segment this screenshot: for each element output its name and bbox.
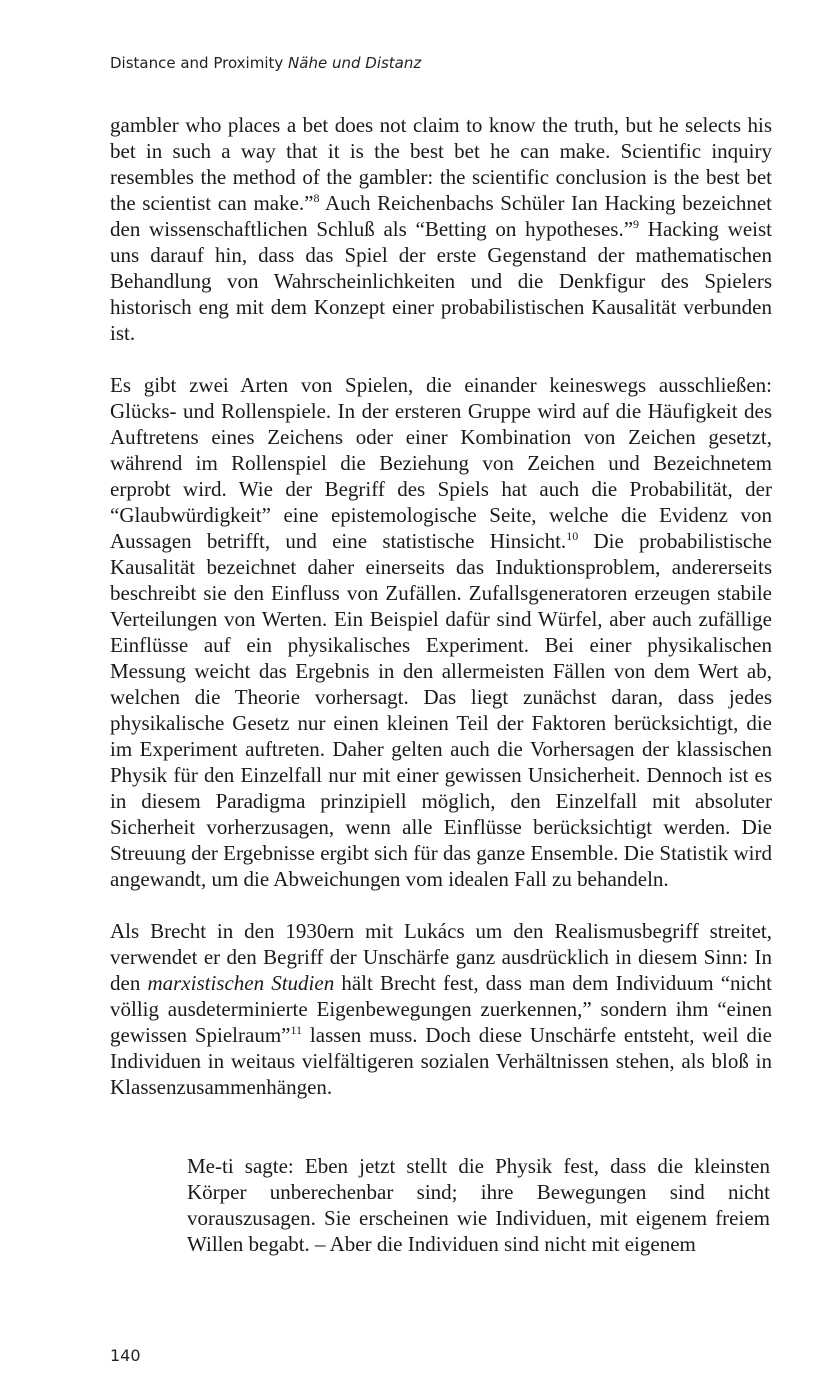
footnote-ref-8: 8 [313,191,320,205]
running-header-title: Distance and Proximity [110,54,284,72]
footnote-ref-10: 10 [566,529,579,543]
paragraph-3 [110,918,772,1100]
body-text [110,112,772,1126]
paragraph-1 [110,112,772,346]
footnote-ref-11: 11 [290,1023,303,1037]
footnote-ref-9: 9 [633,217,640,231]
book-title-emphasis: marxistischen Studien [147,971,335,995]
paragraph-2-text-a: Es gibt zwei Arten von Spielen, die einander keineswegs ausschließen: Glücks- und Rollenspiele. In der ersteren Gruppe wird auf die Häufigkeit des Auftretens eines Zeichens oder einer Kombination von Zeichen gesetzt, während im Rollenspiel die Beziehung von Zeichen und Bezeichnetem erprobt wird. Wie der Begriff des Spiels hat auch die Probabilität, der “Glaubwürdigkeit” eine epistemologische Seite, welche die Evidenz von Aussagen betrifft, und eine statistische Hinsicht. [110,373,772,553]
running-header-subtitle: Nähe und Distanz [288,54,422,72]
paragraph-2-text-b: Die probabilistische Kausalität bezeichnet daher einerseits das Induktionsproblem, andererseits beschreibt sie den Einfluss von Zufällen. Zufallsgeneratoren erzeugen stabile Verteilungen von Werten. Ein Beispiel dafür sind Würfel, aber auch zufällige Einflüsse auf ein physikalisches Experiment. Bei einer physikalischen Messung weicht das Ergebnis in den allermeisten Fällen von dem Wert ab, welchen die Theorie vorhersagt. Das liegt zunächst daran, dass jedes physikalische Gesetz nur einen kleinen Teil der Faktoren berücksichtigt, die im Experiment auftreten. Daher gelten auch die Vorhersagen der klassischen Physik für den Einzelfall nur mit einer gewissen Unsicherheit. Dennoch ist es in diesem Paradigma prinzipiell möglich, den Einzelfall mit absoluter Sicherheit vorherzusagen, wenn alle Einflüsse berücksichtigt werden. Die Streuung der Ergebnisse ergibt sich für das ganze Ensemble. Die Statistik wird angewandt, um die Abweichungen vom idealen Fall zu behandeln. [110,529,773,891]
paragraph-3-text-b: hält Brecht fest, dass man dem Individuum “nicht völlig ausdeterminierte Eigenbewegungen zuerkennen,” sondern ihm “einen gewissen Spielraum” [110,971,773,1047]
block-quote [187,1153,770,1257]
paragraph-2 [110,372,772,892]
paragraph-1-text-a: gambler who places a bet does not claim to know the truth, but he selects his bet in such a way that it is the best bet he can make. Scientific inquiry resembles the method of the gambler: the scientific conclusion is the best bet the scientist can make.” [110,113,772,215]
block-quote-text: Me-ti sagte: Eben jetzt stellt die Physik fest, dass die kleinsten Körper unberechenbar sind; ihre Bewegungen sind nicht vorauszusagen. Sie erscheinen wie Individuen, mit eigenem freiem Willen begabt. – Aber die Individuen sind nicht mit eigenem [187,1154,770,1256]
page-number: 140 [110,1346,141,1365]
paragraph-1-text-c: Hacking weist uns darauf hin, dass das Spiel der erste Gegenstand der mathematischen Behandlung von Wahrscheinlichkeiten und die Denkfigur des Spielers historisch eng mit dem Konzept einer probabilistischen Kausalität verbunden ist. [110,217,772,345]
paragraph-3-text-a: Als Brecht in den 1930ern mit Lukács um den Realismusbegriff streitet, verwendet er den Begriff der Unschärfe ganz ausdrücklich in diesem Sinn: In den [110,919,772,995]
running-header [110,54,421,72]
paragraph-3-text-c: lassen muss. Doch diese Unschärfe entsteht, weil die Individuen in weitaus vielfältigeren sozialen Verhältnissen stehen, als bloß in Klassenzusammenhängen. [110,1023,773,1099]
paragraph-1-text-b: Auch Reichenbachs Schüler Ian Hacking bezeichnet den wissenschaftlichen Schluß als “Betting on hypotheses.” [110,191,773,241]
